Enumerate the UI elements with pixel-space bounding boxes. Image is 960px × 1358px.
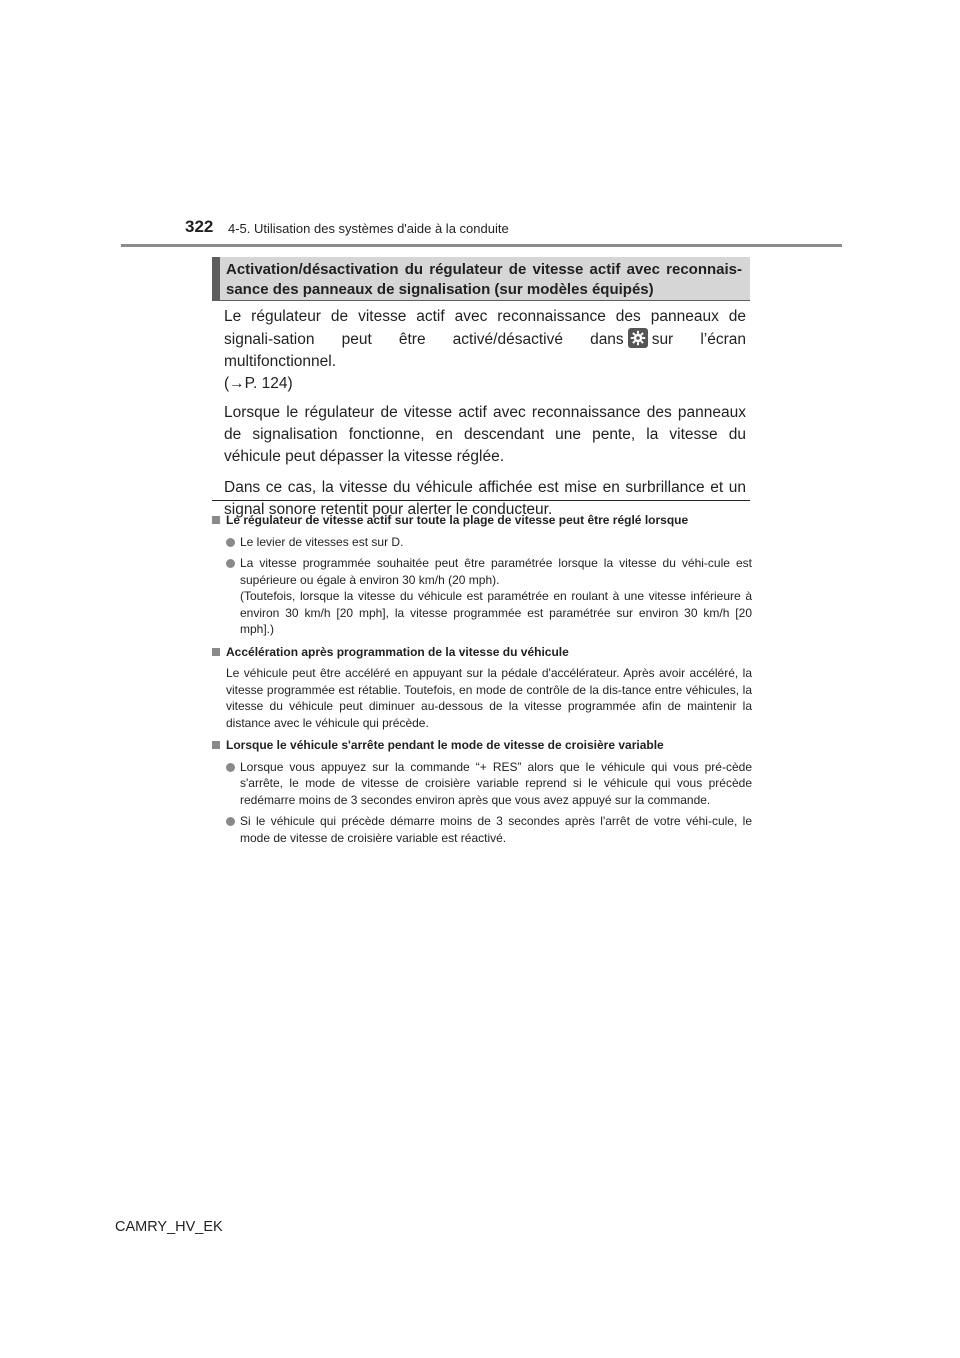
- settings-gear-icon: [628, 328, 648, 348]
- note-bullet: [212, 759, 752, 809]
- note-bullet: [212, 813, 752, 846]
- note-bullet-text: Lorsque vous appuyez sur la commande “+ RES” alors que le véhicule qui vous pré-cède s'arrête, le mode de vitesse de croisière variable reprend si le véhicule qui vous précède redémarre moins de 3 secondes environ après que vous avez appuyé sur la commande.: [240, 759, 752, 807]
- body-paragraph-1-text-end: sur l’écran multifonctionnel.: [224, 331, 746, 370]
- square-bullet-icon: [212, 516, 220, 524]
- body-paragraph-2: Lorsque le régulateur de vitesse actif avec reconnaissance des panneaux de signalisation fonctionne, en descendant une pente, la vitesse du véhicule peut dépasser la vitesse réglée.: [224, 404, 746, 465]
- chapter-title: 4-5. Utilisation des systèmes d'aide à la conduite: [228, 221, 509, 236]
- note-heading-text: Lorsque le véhicule s'arrête pendant le mode de vitesse de croisière variable: [226, 738, 664, 752]
- body-text: [224, 306, 746, 530]
- square-bullet-icon: [212, 648, 220, 656]
- note-heading-text: Le régulateur de vitesse actif sur toute la plage de vitesse peut être réglé lorsque: [226, 513, 689, 527]
- section-heading: Activation/désactivation du régulateur de vitesse actif avec reconnais-sance des panneaux de signalisation (sur modèles équipés): [212, 257, 750, 301]
- body-paragraph-1: [224, 306, 746, 395]
- note-block: [212, 737, 752, 846]
- model-code: CAMRY_HV_EK: [115, 1219, 223, 1235]
- note-block: [212, 512, 752, 638]
- body-paragraph-1-text: Le régulateur de vitesse actif avec reconnaissance des panneaux de signali-sation peut être activé/désactivé dans: [224, 308, 746, 348]
- note-heading: [212, 512, 752, 529]
- circle-bullet-icon: [226, 559, 235, 568]
- page-reference: (→P. 124): [224, 375, 293, 392]
- note-bullet: [212, 534, 752, 551]
- page-number: 322: [185, 217, 214, 236]
- note-heading-text: Accélération après programmation de la vitesse du véhicule: [226, 644, 569, 659]
- note-heading: [212, 737, 752, 754]
- note-block: [212, 644, 752, 732]
- circle-bullet-icon: [226, 763, 235, 772]
- notes-section: [212, 512, 752, 852]
- note-heading: [212, 644, 752, 661]
- circle-bullet-icon: [226, 538, 235, 547]
- note-bullet-text: Le levier de vitesses est sur D.: [240, 534, 404, 549]
- note-bullet-text: Si le véhicule qui précède démarre moins de 3 secondes après l'arrêt de votre véhi-cule, le mode de vitesse de croisière variable est réactivé.: [240, 814, 752, 845]
- note-bullet-text: La vitesse programmée souhaitée peut être paramétrée lorsque la vitesse du véhi-cule est supérieure ou égale à environ 30 km/h (20 mph). (Toutefois, lorsque la vitesse du véhicule est paramétrée en roulant à une vitesse inférieure à environ 30 km/h [20 mph], la vitesse programmée est paramétrée sur environ 30 km/h [20 mph].): [240, 556, 752, 636]
- note-bullet: [212, 555, 752, 638]
- body-paragraph-3: Dans ce cas, la vitesse du véhicule affichée est mise en surbrillance et un signal sonore retentit pour alerter le conducteur.: [224, 479, 746, 518]
- square-bullet-icon: [212, 741, 220, 749]
- circle-bullet-icon: [226, 817, 235, 826]
- notes-divider: [212, 500, 750, 501]
- note-paragraph: Le véhicule peut être accéléré en appuyant sur la pédale d'accélérateur. Après avoir accéléré, la vitesse programmée est rétablie. Toutefois, en mode de contrôle de la dis-tance entre véhicules, la vitesse du véhicule peut diminuer au-dessous de la vitesse programmée afin de maintenir la distance avec le véhicule qui précède.: [226, 666, 752, 730]
- header-divider: [121, 244, 842, 247]
